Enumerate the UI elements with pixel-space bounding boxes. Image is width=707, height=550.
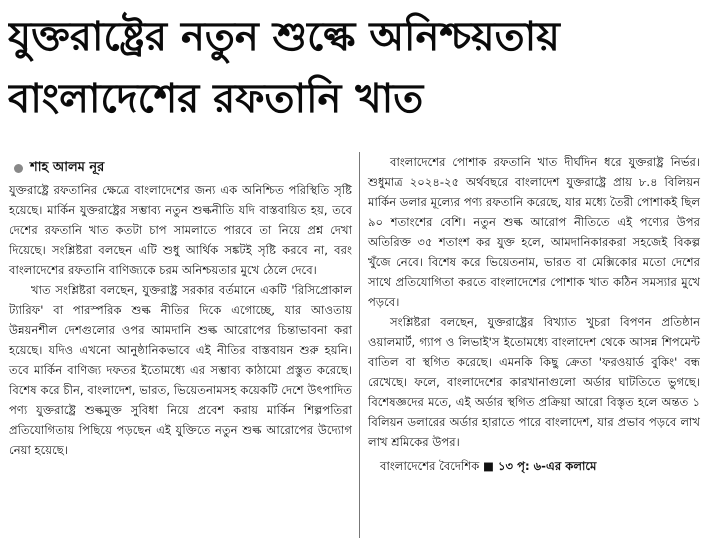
column-divider [359,152,360,538]
byline [14,158,104,179]
paragraph: বাংলাদেশের পোশাক রফতানি খাত দীর্ঘদিন ধরে যুক্তরাষ্ট্র নির্ভর। শুধুমাত্র ২০২৪-২৫ অর্থবছরে বাংলাদেশ যুক্তরাষ্ট্রে প্রায় ৮.৪ বিলিয়ন মার্কিন ডলার মূল্যের পণ্য রফতানি করেছে, যার মধ্যে তৈরী পোশাকই ছিল ৯০ শতাংশের বেশি। নতুন শুল্ক আরোপ নীতিতে এই পণ্যের উপর অতিরিক্ত ৩৫ শতাংশ কর যুক্ত হলে, আমদানিকারকরা সহজেই বিকল্প খুঁজে নেবে। বিশেষ করে ভিয়েতনাম, ভারত বা মেক্সিকোর মতো দেশের সাথে প্রতিযোগিতা করতে বাংলাদেশের পোশাক খাত কঠিন সমস্যার মুখে পড়বে। [368,155,700,309]
paragraph: যুক্তরাষ্ট্রে রফতানির ক্ষেত্রে বাংলাদেশের জন্য এক অনিশ্চিত পরিস্থিতি সৃষ্টি হয়েছে। মার্কিন যুক্তরাষ্ট্রের সম্ভাব্য নতুন শুল্কনীতি যদি বাস্তবায়িত হয়, তবে দেশের রফতানি খাত কতটা চাপ সামলাতে পারবে তা নিয়ে প্রশ্ন দেখা দিয়েছে। সংশ্লিষ্টরা বলছেন এটি শুধু আর্থিক সঙ্কটই সৃষ্টি করবে না, বরং বাংলাদেশের রফতানি বাণিজ্যকে চরম অনিশ্চয়তার মুখে ঠেলে দেবে। [9,183,352,277]
paragraph: খাত সংশ্লিষ্টরা বলছেন, যুক্তরাষ্ট্র সরকার বর্তমানে একটি 'রিসিপ্রোকাল ট্যারিফ' বা পারস্পরিক শুল্ক নীতির দিকে এগোচ্ছে, যার আওতায় উন্নয়নশীল দেশগুলোর ওপর আমদানি শুল্ক আরোপের চিন্তাভাবনা করা হয়েছে। যদিও এখনো আনুষ্ঠানিকভাবে এই নীতির বাস্তবায়ন শুরু হয়নি। তবে মার্কিন বাণিজ্য দফতর ইতোমধ্যে এর সম্ভাব্য কাঠামো প্রস্তুত করেছে। বিশেষ করে চীন, বাংলাদেশ, ভারত, ভিয়েতনামসহ কয়েকটি দেশে উৎপাদিত পণ্য যুক্তরাষ্ট্রে শুল্কমুক্ত সুবিধা নিয়ে প্রবেশ করায় মার্কিন শিল্পপতিরা প্রতিযোগিতায় পিছিয়ে পড়ছেন এই যুক্তিতে নতুন শুল্ক আরোপের উদ্যোগ নেয়া হয়েছে। [9,283,352,457]
author-name: শাহ আলম নূর [30,160,105,175]
headline [8,6,698,130]
continuation-text: বাংলাদেশের বৈদেশিক [380,459,480,473]
left-column [9,180,352,460]
headline-line-1: যুক্তরাষ্ট্রের নতুন শুল্কে অনিশ্চয়তায় [8,14,560,60]
headline-line-2: বাংলাদেশের রফতানি খাত [8,76,424,122]
right-column [368,152,700,476]
continuation-marker: ■ ১৩ পৃ: ৬-এর কলামে [483,459,597,473]
continuation-line [368,456,700,476]
bullet-icon [14,164,23,173]
paragraph: সংশ্লিষ্টরা বলছেন, যুক্তরাষ্ট্রের বিখ্যাত খুচরা বিপণন প্রতিষ্ঠান ওয়ালমার্ট, গ্যাপ ও লিভাই'স ইতোমধ্যে বাংলাদেশ থেকে আসন্ন শিপমেন্ট বাতিল বা স্থগিত করেছে। এমনকি কিছু ক্রেতা 'ফরওয়ার্ড বুকিং' বন্ধ রেখেছে। ফলে, বাংলাদেশের কারখানাগুলো অর্ডার ঘাটতিতে ভুগছে। বিশেষজ্ঞদের মতে, এই অর্ডার স্থগিত প্রক্রিয়া আরো বিস্তৃত হলে অন্তত ১ বিলিয়ন ডলারের অর্ডার হারাতে পারে বাংলাদেশ, যার প্রভাব পড়বে লাখ লাখ শ্রমিকের উপর। [368,315,700,449]
